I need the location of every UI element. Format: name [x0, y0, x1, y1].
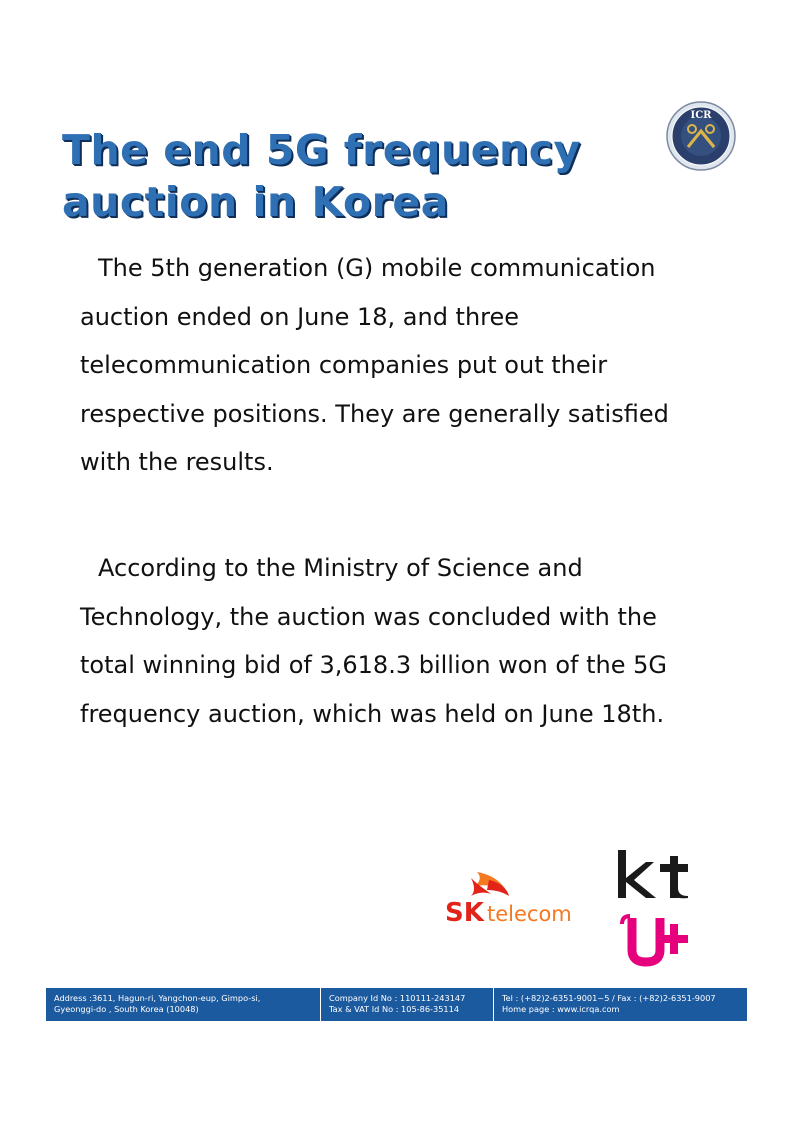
paragraph-1-text: The 5th generation (G) mobile communication auction ended on June 18, and three telecommunication companies put out their respective positions. They are generally satisfied with the results. [80, 254, 669, 476]
lg-uplus-logo [618, 914, 688, 970]
paragraph-2-text: According to the Ministry of Science and Technology, the auction was concluded with the total winning bid of 3,618.3 billion won of the 5G frequency auction, which was held on June 18th. [80, 554, 667, 728]
lgu-text: U+ [618, 914, 620, 915]
paragraph-2 [80, 544, 700, 738]
footer-address-line2: Gyeonggi-do , South Korea (10048) [54, 1004, 199, 1014]
kt-text: kt [616, 848, 617, 849]
footer-company-id: Company Id No : 110111-243147 [329, 993, 466, 1003]
footer-contact [494, 988, 747, 1021]
footer-address-line1: Address :3611, Hagun-ri, Yangchon-eup, Gimpo-si, [54, 993, 261, 1003]
sk-telecom-text: telecom [487, 902, 572, 926]
seal-text: ICR [690, 110, 712, 121]
footer-tel-fax: Tel : (+82)2-6351-9001~5 / Fax : (+82)2-6351-9007 [502, 993, 716, 1003]
footer-company-ids [321, 988, 494, 1021]
kt-logo [616, 848, 692, 900]
footer-homepage[interactable]: Home page : www.icrqa.com [502, 1004, 620, 1014]
paragraph-1 [80, 244, 700, 487]
sk-telecom-logo [445, 868, 590, 928]
page-title: The end 5G frequency auction in Korea [62, 126, 581, 226]
footer-tax-id: Tax & VAT Id No : 105-86-35114 [329, 1004, 460, 1014]
icr-seal-logo [666, 101, 736, 171]
footer-address [46, 988, 321, 1021]
sk-brand-text: SK [445, 898, 484, 928]
footer-bar [46, 988, 747, 1021]
